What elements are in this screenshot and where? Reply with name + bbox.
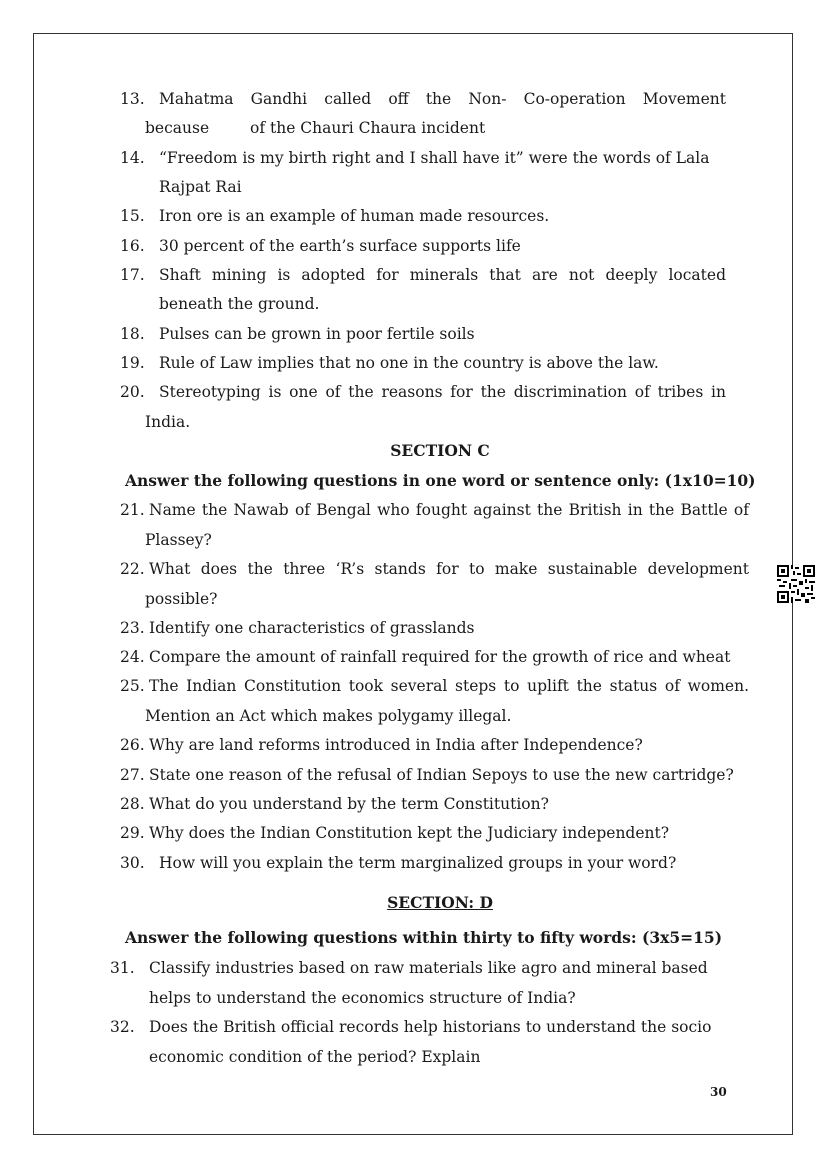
question-text: 30 percent of the earth’s surface supports life xyxy=(159,237,521,255)
question-text: “Freedom is my birth right and I shall have it” were the words of Lala xyxy=(159,149,710,167)
question-text: helps to understand the economics structure of India? xyxy=(149,989,576,1007)
question-number: 28. xyxy=(120,795,145,813)
question-text: Iron ore is an example of human made resources. xyxy=(159,207,550,225)
question-text: Shaft mining is adopted for minerals that are not deeply located xyxy=(159,266,726,284)
question-number: 31. xyxy=(110,959,135,977)
question-number: 17. xyxy=(120,266,145,284)
section-d-title: SECTION: D xyxy=(387,893,493,912)
question-text: Mention an Act which makes polygamy illegal. xyxy=(145,707,512,725)
question-text: economic condition of the period? Explain xyxy=(149,1048,481,1066)
question-number: 13. xyxy=(120,90,145,108)
question-text: Rajpat Rai xyxy=(159,178,242,196)
question-text: because xyxy=(145,119,210,137)
question-number: 21. xyxy=(120,501,145,519)
question-number: 29. xyxy=(120,824,145,842)
question-text: What do you understand by the term Constitution? xyxy=(149,795,549,813)
question-text: Pulses can be grown in poor fertile soils xyxy=(159,325,475,343)
question-number: 22. xyxy=(120,560,145,578)
question-text: Stereotyping is one of the reasons for the discrimination of tribes in xyxy=(159,383,726,401)
question-number: 32. xyxy=(110,1018,135,1036)
question-text: What does the three ‘R’s stands for to make sustainable development xyxy=(149,560,749,578)
question-text: Why does the Indian Constitution kept the Judiciary independent? xyxy=(149,824,670,842)
question-text: Identify one characteristics of grasslands xyxy=(149,619,475,637)
question-text: Mahatma Gandhi called off the Non- Co-operation Movement xyxy=(159,90,726,108)
question-number: 14. xyxy=(120,149,145,167)
question-number: 15. xyxy=(120,207,145,225)
question-text: Rule of Law implies that no one in the country is above the law. xyxy=(159,354,659,372)
question-number: 27. xyxy=(120,766,145,784)
section-c-title: SECTION C xyxy=(390,441,490,460)
question-text: The Indian Constitution took several steps to uplift the status of women. xyxy=(149,677,749,695)
question-number: 30. xyxy=(120,854,145,872)
question-text: of the Chauri Chaura incident xyxy=(250,119,486,137)
question-number: 16. xyxy=(120,237,145,255)
question-number: 20. xyxy=(120,383,145,401)
question-text: India. xyxy=(145,413,191,431)
question-text: Why are land reforms introduced in India after Independence? xyxy=(149,736,643,754)
question-text: How will you explain the term marginalized groups in your word? xyxy=(159,854,677,872)
question-number: 26. xyxy=(120,736,145,754)
question-text: Compare the amount of rainfall required for the growth of rice and wheat xyxy=(149,648,731,666)
question-text: Plassey? xyxy=(145,531,212,549)
question-number: 23. xyxy=(120,619,145,637)
question-text: Name the Nawab of Bengal who fought against the British in the Battle of xyxy=(149,501,749,519)
question-number: 25. xyxy=(120,677,145,695)
question-number: 18. xyxy=(120,325,145,343)
question-number: 24. xyxy=(120,648,145,666)
qr-code-icon xyxy=(777,565,815,603)
question-text: beneath the ground. xyxy=(159,295,320,313)
section-d-instruction: Answer the following questions within thirty to fifty words: (3x5=15) xyxy=(125,928,723,947)
page-number: 30 xyxy=(710,1085,727,1099)
question-text: Classify industries based on raw materials like agro and mineral based xyxy=(149,959,708,977)
section-c-instruction: Answer the following questions in one word or sentence only: (1x10=10) xyxy=(125,471,756,490)
question-number: 19. xyxy=(120,354,145,372)
question-text: Does the British official records help historians to understand the socio xyxy=(149,1018,712,1036)
question-text: State one reason of the refusal of Indian Sepoys to use the new cartridge? xyxy=(149,766,734,784)
question-text: possible? xyxy=(145,590,218,608)
